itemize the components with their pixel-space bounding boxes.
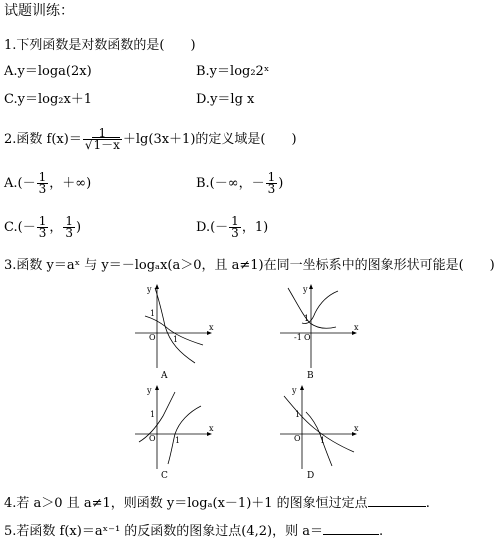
q2-fraction-denominator: 1－x (93, 138, 120, 152)
q2-c-separator: ， (49, 220, 63, 235)
fraction-denominator: 3 (231, 226, 239, 240)
q2-option-b (196, 172, 283, 196)
origin-label: O (304, 333, 311, 342)
graph-c-label: C (161, 471, 168, 481)
tick-label-1: 1 (320, 436, 326, 445)
page-heading: 试题训练： (4, 3, 74, 19)
x-axis-label: x (209, 424, 214, 433)
q2-option-d (196, 216, 268, 240)
x-axis-label: x (354, 323, 359, 332)
x-axis-label: x (354, 424, 359, 433)
q2-fraction-numerator: 1 (83, 128, 122, 140)
fraction-numerator: 1 (65, 214, 73, 228)
q2-b-fraction (266, 172, 278, 195)
fraction-numerator: 1 (267, 170, 276, 184)
tick-label-1: 1 (304, 314, 310, 323)
q2-option-c (4, 216, 81, 240)
tick-label-1: 1 (175, 436, 181, 445)
q2-a-suffix: ，＋∞) (49, 176, 92, 191)
q1-option-d: D.y＝lg x (196, 92, 255, 107)
graph-c (135, 384, 215, 469)
q2-c-suffix: ) (76, 220, 82, 235)
question-1-stem: 1.下列函数是对数函数的是( ) (4, 38, 196, 53)
question-4-text: 4.若 a＞0 且 a≠1，则函数 y＝logₐ(x－1)＋1 的图象恒过定点 (4, 496, 368, 511)
q2-b-suffix: ) (278, 176, 284, 191)
q2-a-fraction (37, 172, 49, 195)
q2-fraction: $\frac{1}{√1-x}$ (84, 126, 120, 152)
fraction-denominator: 3 (38, 182, 47, 196)
q2-c-fraction-1 (37, 216, 49, 239)
y-axis-label: y (303, 285, 308, 294)
graph-b-label: B (307, 371, 314, 381)
graph-d-label: D (307, 471, 315, 481)
x-axis-label: x (209, 323, 214, 332)
q1-option-b: B.y＝log₂2ˣ (196, 64, 270, 79)
question-3-stem: 3.函数 y＝aˣ 与 y＝－logₐx(a＞0，且 a≠1)在同一坐标系中的图象形状可能是( ) (4, 258, 495, 273)
answer-blank[interactable] (323, 522, 379, 535)
question-5-end: . (379, 524, 384, 539)
fraction-denominator: 3 (65, 226, 73, 240)
question-4-end: . (425, 496, 430, 511)
q2-option-a (4, 172, 91, 196)
q1-option-c: C.y＝log₂x＋1 (4, 92, 93, 107)
q2-d-fraction (229, 216, 241, 239)
tick-label-1: 1 (173, 335, 179, 344)
q2-b-prefix: B.(－∞，－ (196, 176, 265, 191)
y-axis-label: y (147, 285, 152, 294)
y-axis-label: y (292, 386, 297, 395)
fraction-numerator: 1 (38, 170, 47, 184)
q2-a-prefix: A.(－ (4, 176, 36, 191)
graph-a-label: A (161, 371, 168, 381)
q2-stem-suffix: ＋lg(3x＋1)的定义域是( ) (122, 132, 297, 147)
q1-option-a: A.y＝loga(2x) (4, 64, 92, 79)
tick-label-neg1: -1 (294, 333, 302, 342)
question-4 (4, 494, 430, 512)
fraction-numerator: 1 (38, 214, 47, 228)
q2-c-prefix: C.(－ (4, 220, 36, 235)
origin-label: O (294, 434, 301, 443)
q2-d-suffix: ，1) (241, 220, 269, 235)
q2-c-fraction-2 (63, 216, 75, 239)
question-5-text: 5.若函数 f(x)＝aˣ⁻¹ 的反函数的图象过点(4,2)，则 a＝ (4, 524, 323, 539)
tick-label-1: 1 (150, 410, 156, 419)
q2-stem-prefix: 2.函数 f(x)＝ (4, 132, 82, 147)
answer-blank[interactable] (368, 494, 426, 507)
origin-label: O (149, 333, 156, 342)
fraction-denominator: 3 (38, 226, 47, 240)
y-axis-label: y (147, 386, 152, 395)
tick-label-1: 1 (150, 309, 156, 318)
graph-d (280, 384, 360, 469)
q2-d-prefix: D.(－ (196, 220, 229, 235)
tick-label-1: 1 (295, 410, 301, 419)
question-5 (4, 522, 383, 540)
origin-label: O (149, 434, 156, 443)
graph-a (135, 283, 215, 368)
question-2-stem (4, 128, 297, 152)
fraction-denominator: 3 (267, 182, 276, 196)
graph-b (280, 283, 360, 368)
fraction-numerator: 1 (231, 214, 239, 228)
